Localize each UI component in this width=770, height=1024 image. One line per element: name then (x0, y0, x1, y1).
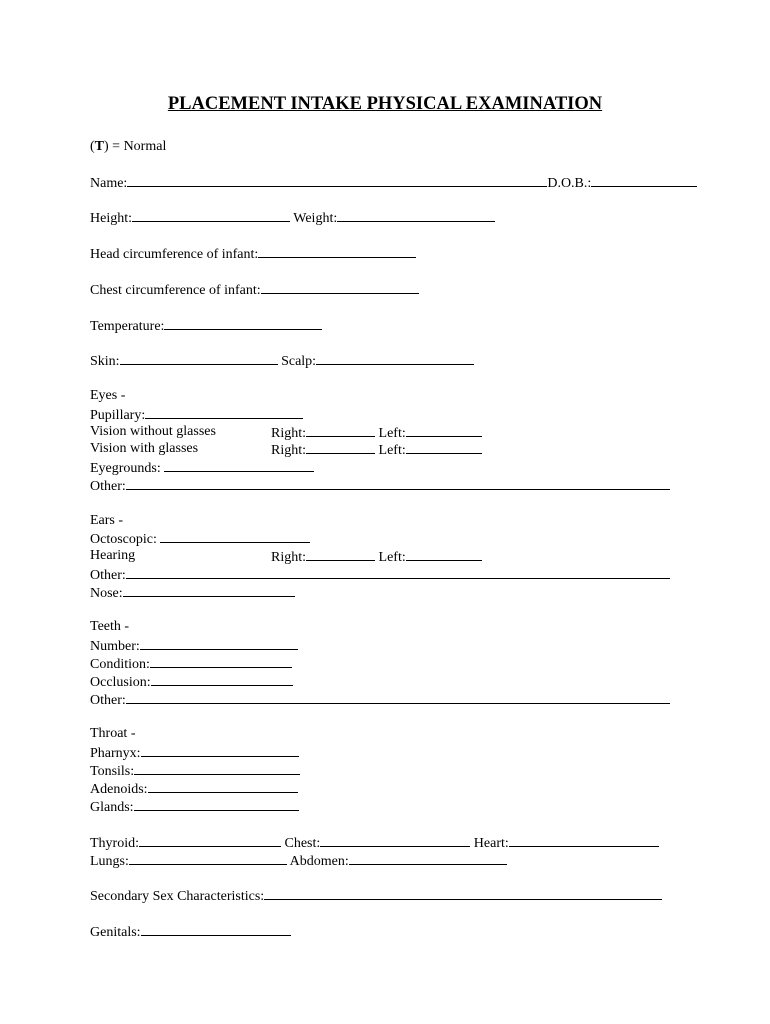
thyroid-field[interactable] (139, 833, 281, 847)
vision-with-left-field[interactable] (406, 440, 482, 454)
occlusion-row (90, 672, 293, 691)
abdomen-label: Abdomen: (289, 854, 349, 869)
adenoids-label: Adenoids: (90, 782, 148, 797)
skin-label: Skin: (90, 354, 120, 369)
chest-field[interactable] (320, 833, 470, 847)
genitals-row (90, 922, 291, 941)
teeth-other-row (90, 690, 670, 709)
glands-field[interactable] (134, 797, 299, 811)
thyroid-chest-heart-row (90, 833, 659, 852)
chest-circ-row (90, 280, 419, 299)
chest-circumference-field[interactable] (261, 280, 419, 294)
eyes-other-row (90, 476, 670, 495)
name-row (90, 173, 697, 192)
octoscopic-row (90, 529, 310, 548)
legend-prefix: ( (90, 139, 95, 154)
scalp-field[interactable] (316, 351, 474, 365)
secondary-sex-label: Secondary Sex Characteristics: (90, 889, 265, 904)
nose-field[interactable] (123, 583, 295, 597)
teeth-heading: Teeth - (90, 619, 130, 634)
chest-circumference-label: Chest circumference of infant: (90, 283, 261, 298)
name-field[interactable] (127, 173, 547, 187)
pharnyx-row (90, 743, 299, 762)
pupillary-label: Pupillary: (90, 408, 146, 423)
eyes-other-field[interactable] (126, 476, 670, 490)
vision-without-label: Vision without glasses (90, 424, 216, 439)
nose-label: Nose: (90, 586, 123, 601)
head-circ-row (90, 244, 416, 263)
secondary-sex-field[interactable] (264, 886, 662, 900)
left-label: Left: (378, 426, 406, 441)
heart-field[interactable] (509, 833, 659, 847)
secondary-sex-row (90, 886, 662, 905)
eyes-heading: Eyes - (90, 388, 126, 403)
temperature-label: Temperature: (90, 319, 165, 334)
condition-row (90, 654, 292, 673)
vision-with-right-field[interactable] (306, 440, 375, 454)
head-circumference-field[interactable] (258, 244, 416, 258)
eyegrounds-row (90, 458, 314, 477)
eyegrounds-field[interactable] (164, 458, 314, 472)
temperature-field[interactable] (164, 316, 322, 330)
ears-heading: Ears - (90, 513, 124, 528)
abdomen-field[interactable] (349, 851, 507, 865)
vision-with-right-left (271, 440, 482, 459)
heart-label: Heart: (473, 836, 509, 851)
genitals-label: Genitals: (90, 925, 141, 940)
pharnyx-field[interactable] (141, 743, 299, 757)
adenoids-row (90, 779, 298, 798)
legend-mark: T (94, 139, 105, 154)
pharnyx-label: Pharnyx: (90, 746, 141, 761)
lungs-abdomen-row (90, 851, 507, 870)
teeth-other-label: Other: (90, 693, 126, 708)
page-title: PLACEMENT INTAKE PHYSICAL EXAMINATION (167, 94, 603, 114)
height-label: Height: (90, 211, 132, 226)
tonsils-row (90, 761, 300, 780)
ears-other-field[interactable] (126, 565, 670, 579)
ears-other-label: Other: (90, 568, 126, 583)
scalp-label: Scalp: (281, 354, 317, 369)
eyes-other-label: Other: (90, 479, 126, 494)
legend (90, 138, 166, 155)
tonsils-label: Tonsils: (90, 764, 135, 779)
vision-with-label: Vision with glasses (90, 441, 199, 456)
octoscopic-label: Octoscopic: (90, 532, 157, 547)
nose-row (90, 583, 295, 602)
condition-label: Condition: (90, 657, 150, 672)
number-field[interactable] (140, 636, 298, 650)
occlusion-field[interactable] (151, 672, 293, 686)
number-label: Number: (90, 639, 140, 654)
eyegrounds-label: Eyegrounds: (90, 461, 161, 476)
legend-suffix: ) = Normal (104, 139, 167, 154)
dob-field[interactable] (591, 173, 697, 187)
vision-without-right-field[interactable] (306, 423, 375, 437)
weight-field[interactable] (337, 208, 495, 222)
right-label: Right: (271, 550, 307, 565)
temperature-row (90, 316, 322, 335)
height-field[interactable] (132, 208, 290, 222)
pupillary-field[interactable] (145, 405, 303, 419)
adenoids-field[interactable] (148, 779, 298, 793)
lungs-label: Lungs: (90, 854, 129, 869)
glands-row (90, 797, 299, 816)
chest-label: Chest: (284, 836, 321, 851)
ears-other-row (90, 565, 670, 584)
skin-scalp-row (90, 351, 474, 370)
number-row (90, 636, 298, 655)
right-label: Right: (271, 426, 307, 441)
name-label: Name: (90, 176, 128, 191)
hearing-right-left (271, 547, 482, 566)
throat-heading: Throat - (90, 726, 136, 741)
genitals-field[interactable] (141, 922, 291, 936)
head-circumference-label: Head circumference of infant: (90, 247, 259, 262)
pupillary-row (90, 405, 303, 424)
hearing-left-field[interactable] (406, 547, 482, 561)
thyroid-label: Thyroid: (90, 836, 139, 851)
weight-label: Weight: (293, 211, 338, 226)
teeth-other-field[interactable] (126, 690, 670, 704)
glands-label: Glands: (90, 800, 134, 815)
left-label: Left: (378, 550, 406, 565)
octoscopic-field[interactable] (160, 529, 310, 543)
right-label: Right: (271, 443, 307, 458)
skin-field[interactable] (120, 351, 278, 365)
left-label: Left: (378, 443, 406, 458)
occlusion-label: Occlusion: (90, 675, 151, 690)
lungs-field[interactable] (129, 851, 287, 865)
vision-without-left-field[interactable] (406, 423, 482, 437)
height-weight-row (90, 208, 495, 227)
hearing-right-field[interactable] (306, 547, 375, 561)
condition-field[interactable] (150, 654, 292, 668)
hearing-label: Hearing (90, 548, 136, 563)
dob-label: D.O.B.: (547, 176, 592, 191)
tonsils-field[interactable] (134, 761, 300, 775)
